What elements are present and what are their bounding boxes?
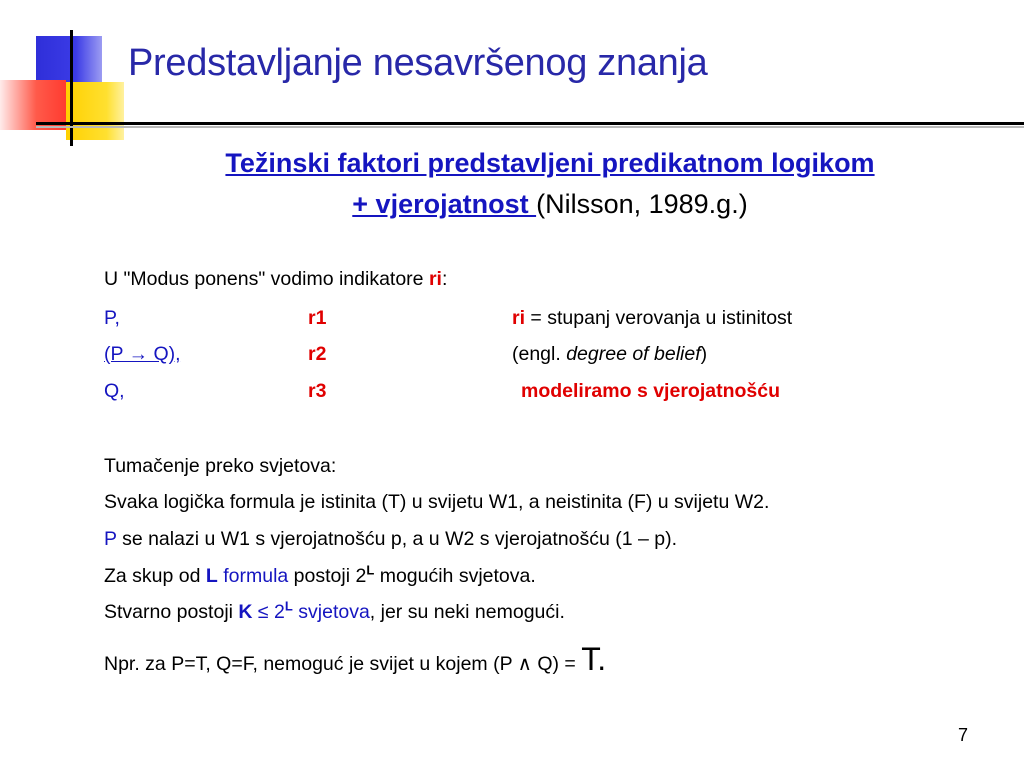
body-count-b: postoji 2 <box>288 565 367 587</box>
indicator-r3: r3 <box>308 380 327 402</box>
note-degree-of-belief: degree of belief <box>566 343 701 365</box>
body-actual-a: Stvarno postoji <box>104 601 239 623</box>
body-actual-K: K <box>238 601 253 623</box>
slide-title: Predstavljanje nesavršenog znanja <box>128 42 708 84</box>
body-example <box>104 641 606 678</box>
body-worlds-intro: Tumačenje preko svjetova: <box>104 455 337 477</box>
body-actual-worlds <box>104 598 565 624</box>
body-p-probability <box>104 528 677 551</box>
body-actual-svjetova: svjetova <box>292 601 370 623</box>
formula-p-implies-q[interactable]: (P → Q), <box>104 343 181 365</box>
body-count-formula: formula <box>217 565 289 587</box>
heading-link-line1[interactable]: Težinski faktori predstavljeni predikatnom logikom <box>225 148 875 178</box>
note-ri: ri <box>512 307 526 329</box>
body-actual-sup: L <box>284 598 293 614</box>
slide-heading <box>100 143 1000 225</box>
body-count-L: L <box>205 565 218 587</box>
formula-p: P, <box>104 307 120 329</box>
note-probability-model: modeliramo s vjerojatnošću <box>521 380 780 402</box>
logo-vertical-line <box>70 30 73 146</box>
body-count-a: Za skup od <box>104 565 206 587</box>
logo-yellow-square <box>66 82 124 140</box>
note-english-term <box>512 343 707 366</box>
body-count-c: mogućih svjetova. <box>374 565 536 587</box>
intro-text: U "Modus ponens" vodimo indikatore <box>104 268 429 290</box>
body-actual-leq: ≤ 2 <box>252 601 285 623</box>
note-engl-suffix: ) <box>700 343 708 365</box>
body-p: P <box>104 528 117 550</box>
formula-q: Q, <box>104 380 125 402</box>
heading-link-line2[interactable]: + vjerojatnost <box>352 189 537 219</box>
body-actual-c: , jer su neki nemogući. <box>369 601 565 623</box>
heading-citation: (Nilsson, 1989.g.) <box>536 189 748 219</box>
indicator-r2: r2 <box>308 343 327 365</box>
title-underline-shadow <box>36 126 1024 128</box>
title-underline <box>36 122 1024 125</box>
note-engl-prefix: (engl. <box>512 343 567 365</box>
intro-ri: ri <box>428 268 442 290</box>
intro-colon: : <box>441 268 448 290</box>
note-ri-definition <box>512 307 792 330</box>
indicator-r1: r1 <box>308 307 327 329</box>
body-worlds-count <box>104 562 536 588</box>
body-truth-worlds: Svaka logička formula je istinita (T) u svijetu W1, a neistinita (F) u svijetu W2. <box>104 491 770 513</box>
note-ri-text: = stupanj verovanja u istinitost <box>525 307 793 329</box>
body-example-text: Npr. za P=T, Q=F, nemoguć je svijet u kojem (P ∧ Q) = <box>104 653 582 675</box>
body-example-T: T. <box>581 641 607 677</box>
body-p-text: se nalazi u W1 s vjerojatnošću p, a u W2 s vjerojatnošću (1 – p). <box>116 528 677 550</box>
page-number: 7 <box>958 725 969 745</box>
intro-line <box>104 268 447 291</box>
body-count-sup: L <box>366 562 375 578</box>
